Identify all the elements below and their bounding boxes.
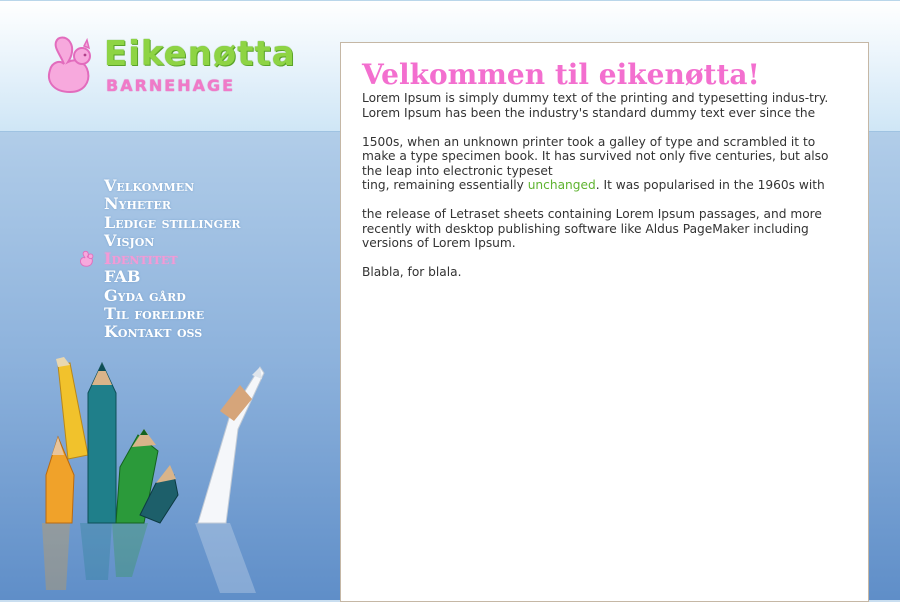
nav-link-kontakt-oss[interactable]: Kontakt oss: [104, 322, 203, 342]
nav-item-nyheter[interactable]: [104, 194, 241, 212]
brand-name: Eikenøtta: [104, 34, 296, 74]
nav-link-fab[interactable]: FAB: [104, 267, 141, 287]
nav-item-til-foreldre[interactable]: [104, 304, 241, 322]
nav-item-ledige-stillinger[interactable]: [104, 213, 241, 231]
squirrel-icon: [78, 250, 96, 268]
page-title: Velkommen til eikenøtta!: [362, 58, 760, 91]
nav-link-velkommen[interactable]: Velkommen: [104, 176, 195, 195]
main-nav: [104, 176, 241, 341]
paragraph-2-part-b: ting, remaining essentially: [362, 178, 528, 192]
nav-item-gyda-gard[interactable]: [104, 286, 241, 304]
nav-link-visjon[interactable]: Visjon: [104, 230, 155, 250]
nav-item-identitet[interactable]: [104, 249, 241, 267]
brand-subtitle: BARNEHAGE: [106, 76, 236, 95]
nav-link-nyheter[interactable]: Nyheter: [104, 194, 171, 214]
paragraph-2-part-a: 1500s, when an unknown printer took a galley of type and scrambled it to make a type specimen book. It has survived not only five centuries, but also the leap into electronic typeset: [362, 134, 829, 178]
logo[interactable]: [40, 32, 310, 102]
paragraph-1: Lorem Ipsum is simply dummy text of the printing and typesetting indus-try. Lorem Ipsum has been the industry's standard dummy text ever since the: [362, 91, 829, 120]
paragraph-3: the release of Letraset sheets containing Lorem Ipsum passages, and more recently with desktop publishing software like Aldus PageMaker including versions of Lorem Ipsum.: [362, 207, 822, 250]
main-content: [340, 42, 869, 602]
paragraph-2: [362, 135, 848, 193]
paragraph-2-part-c: . It was popularised in the 1960s with: [595, 178, 825, 192]
colored-pencils-image: [20, 355, 280, 600]
nav-item-fab[interactable]: [104, 267, 241, 285]
nav-item-kontakt-oss[interactable]: [104, 322, 241, 340]
nav-link-til-foreldre[interactable]: Til foreldre: [104, 304, 205, 324]
nav-item-velkommen[interactable]: [104, 176, 241, 194]
nav-link-gyda-gard[interactable]: Gyda gård: [104, 285, 186, 305]
highlight-text: unchanged: [527, 178, 596, 192]
nav-item-visjon[interactable]: [104, 231, 241, 249]
nav-link-identitet[interactable]: Identitet: [104, 249, 178, 269]
squirrel-icon: [40, 34, 96, 98]
paragraph-4: Blabla, for blala.: [362, 265, 462, 279]
nav-link-ledige-stillinger[interactable]: Ledige stillinger: [104, 212, 241, 232]
